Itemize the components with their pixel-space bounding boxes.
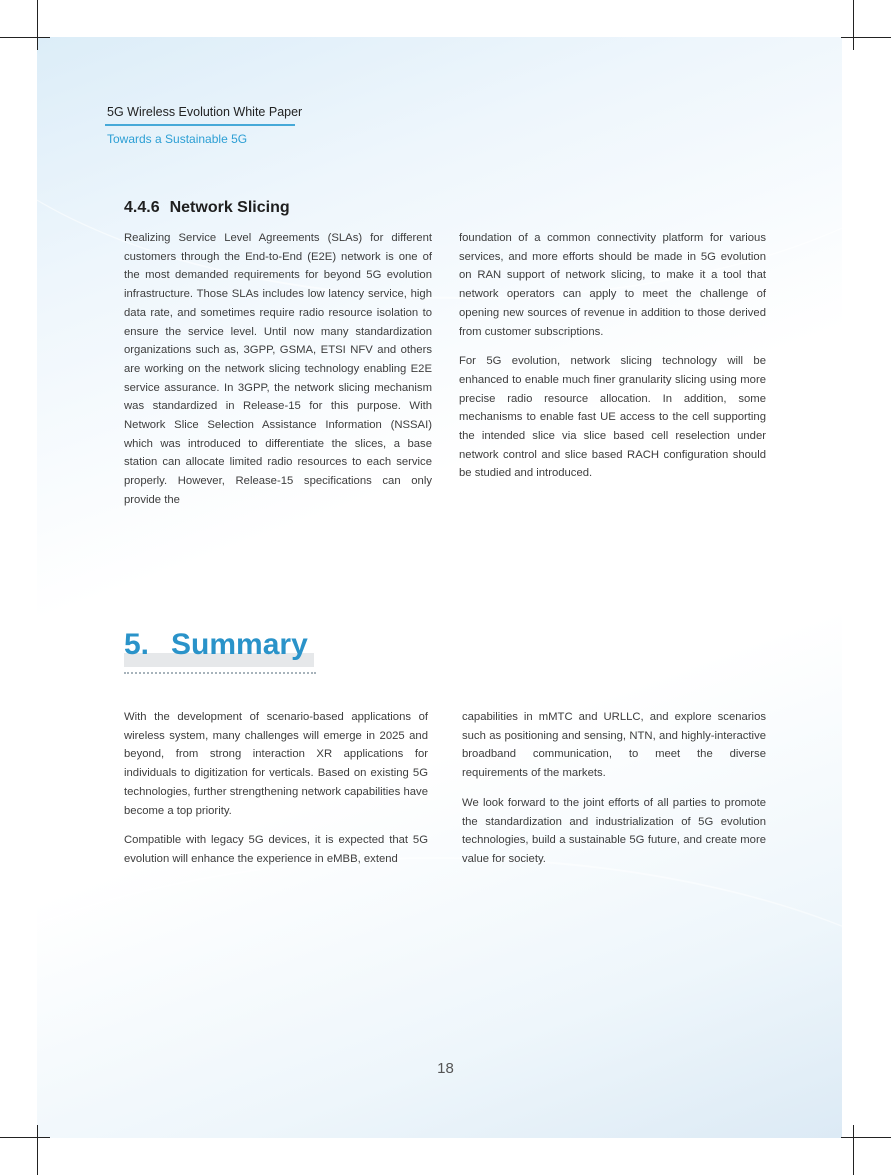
section-number: 4.4.6: [124, 199, 160, 216]
paragraph: foundation of a common connectivity platform for various services, and more efforts should be made in 5G evolution on RAN support of network slicing, to make it a tool that network operators can apply to meet the challenge of opening new sources of revenue in addition to those derived from customer subscriptions.: [459, 232, 766, 338]
page-number: 18: [437, 1060, 454, 1077]
background-wave-bottom: [37, 857, 842, 1138]
crop-mark-top-right-h: [841, 37, 891, 38]
paragraph: Compatible with legacy 5G devices, it is expected that 5G evolution will enhance the experience in eMBB, extend: [124, 834, 428, 865]
crop-mark-top-right-v: [853, 0, 854, 50]
running-header-subtitle: Towards a Sustainable 5G: [107, 132, 248, 146]
summary-number: 5.: [124, 628, 150, 661]
crop-mark-bottom-left-v: [37, 1125, 38, 1175]
paragraph: With the development of scenario-based applications of wireless system, many challenges will emerge in 2025 and beyond, from strong interaction XR applications for individuals to digitization for verticals. Based on existing 5G technologies, further strengthening network capabilities have become a top priority.: [124, 711, 428, 817]
network-slicing-column-right: [459, 229, 766, 494]
paragraph: For 5G evolution, network slicing technology will be enhanced to enable much finer granularity slicing using more precise radio resource allocation. In addition, some mechanisms to enable fast UE access to the cell supporting the intended slice via slice based cell reselection under network control and slice based RACH configuration should be studied and introduced.: [459, 355, 766, 480]
paragraph: We look forward to the joint efforts of all parties to promote the standardization and industrialization of 5G evolution technologies, build a sustainable 5G future, and create more value for society.: [462, 796, 766, 865]
crop-mark-top-left-h: [0, 37, 50, 38]
network-slicing-column-left: [124, 229, 432, 521]
paragraph: Realizing Service Level Agreements (SLAs) for different customers through the End-to-End (E2E) network is one of the most demanded requirements for beyond 5G evolution infrastructure. Those SLAs includes low latency service, high data rate, and sometimes require radio resource isolation to ensure the service level. Until now many standardization organizations such as, 3GPP, GSMA, ETSI NFV and others are working on the network slicing technology enabling E2E service assurance. In 3GPP, the network slicing mechanism was standardized in Release-15 for this purpose. With Network Slice Selection Assistance Information (NSSAI) which was introduced to differentiate the slices, a base station can allocate limited radio resources to each service properly. However, Release-15 specifications can only provide the: [124, 232, 432, 506]
running-header-rule: [105, 124, 295, 126]
paragraph: capabilities in mMTC and URLLC, and explore scenarios such as positioning and sensing, NTN, and highly-interactive broadband communication, to meet the diverse requirements of the markets.: [462, 711, 766, 780]
crop-mark-bottom-left-h: [0, 1137, 50, 1138]
section-heading-network-slicing: [124, 199, 290, 217]
crop-mark-top-left-v: [37, 0, 38, 50]
running-header-title: 5G Wireless Evolution White Paper: [107, 105, 303, 119]
summary-title: Summary: [171, 628, 308, 661]
summary-column-left: [124, 708, 428, 880]
summary-heading: [124, 628, 308, 662]
crop-mark-bottom-right-v: [853, 1125, 854, 1175]
crop-mark-bottom-right-h: [841, 1137, 891, 1138]
summary-dotted-rule: [124, 672, 316, 674]
summary-column-right: [462, 708, 766, 880]
section-title: Network Slicing: [169, 199, 290, 216]
